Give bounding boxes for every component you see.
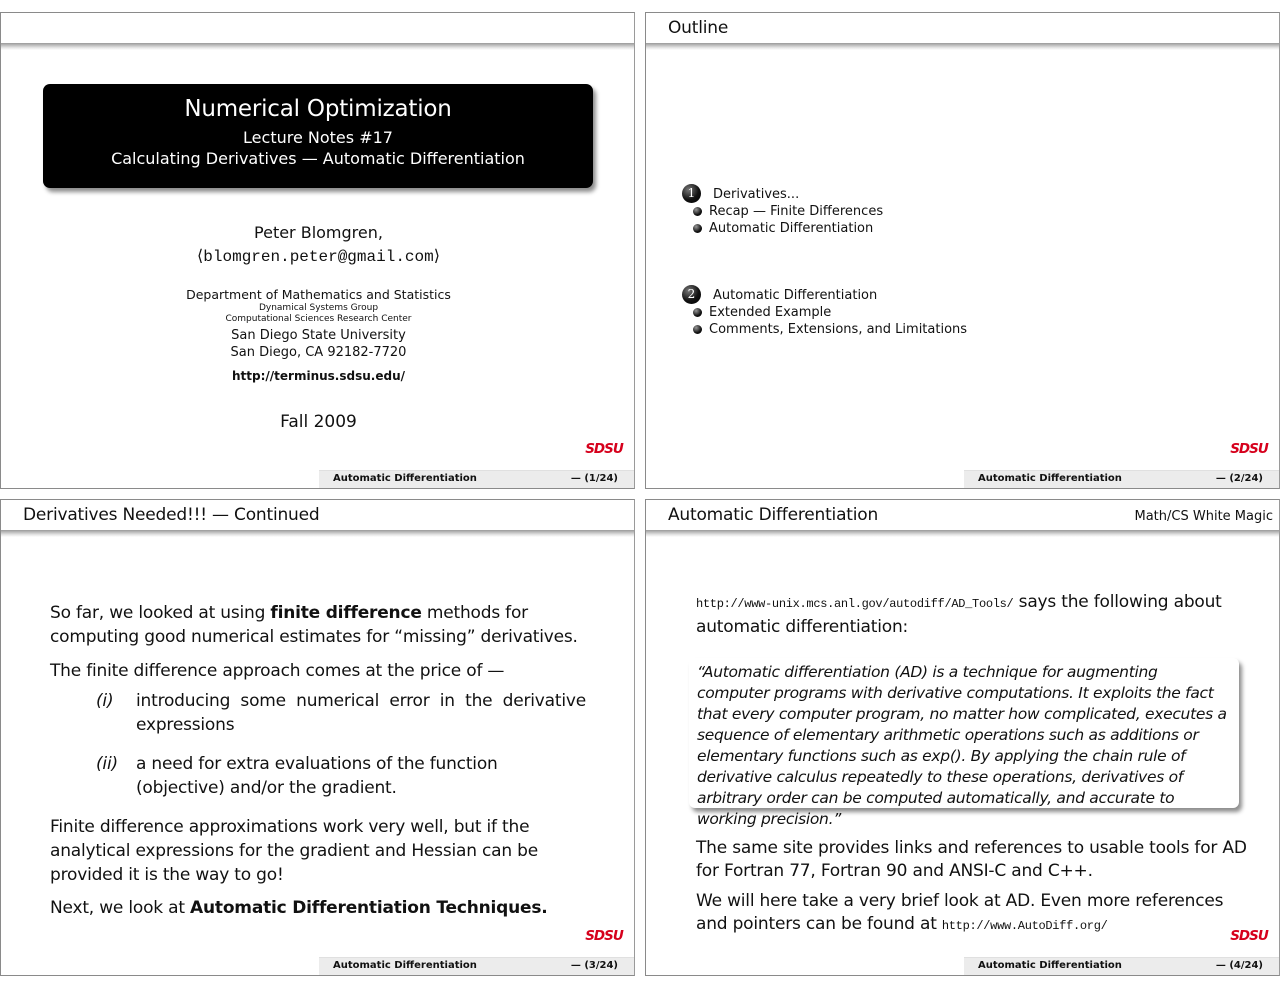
page-number: — (1/24) <box>570 473 618 484</box>
bullet-icon <box>693 224 702 233</box>
page-number: — (3/24) <box>570 960 618 971</box>
slide-title: Automatic Differentiation <box>668 505 879 525</box>
text: We will here take a very brief look at AD. Even more references and pointers can be found at <box>696 891 1224 934</box>
subitem-label: Automatic Differentiation <box>709 221 874 236</box>
paragraph-next <box>50 896 590 920</box>
sdsu-logo-icon <box>1225 928 1273 942</box>
section-number-icon: 1 <box>682 184 701 203</box>
svg-text:SDSU: SDSU <box>585 441 623 455</box>
text: methods for computing good numerical estimates for “missing” derivatives. <box>50 603 578 647</box>
slide-3-derivatives-needed <box>0 499 635 976</box>
footer-title: Automatic Differentiation <box>978 473 1122 484</box>
lecture-title: Numerical Optimization <box>184 96 452 122</box>
slide-title: Derivatives Needed!!! — Continued <box>23 505 320 525</box>
subitem-label: Recap — Finite Differences <box>709 204 884 219</box>
outline-subitem[interactable] <box>709 322 967 337</box>
department: Department of Mathematics and Statistics <box>186 287 451 302</box>
section-label: Automatic Differentiation <box>713 288 878 303</box>
text: Next, we look at <box>50 898 191 918</box>
website-link[interactable]: http://terminus.sdsu.edu/ <box>232 369 405 383</box>
research-center: Computational Sciences Research Center <box>225 314 412 324</box>
outline-subitem[interactable] <box>709 305 831 320</box>
slide-4-automatic-differentiation <box>645 499 1280 976</box>
svg-text:SDSU: SDSU <box>585 928 623 942</box>
footer-title: Automatic Differentiation <box>333 473 477 484</box>
bullet-icon <box>693 308 702 317</box>
slide-footer <box>964 957 1279 975</box>
slide-2-outline <box>645 12 1280 489</box>
slide-header <box>646 500 1279 531</box>
paragraph-tools: The same site provides links and references to usable tools for AD for Fortran 77, Fortran 90 and ANSI-C and C++. <box>696 838 1247 881</box>
lecture-number: Lecture Notes #17 <box>243 128 393 147</box>
svg-text:SDSU: SDSU <box>1230 441 1268 455</box>
university: San Diego State University <box>231 328 406 343</box>
slide-1-title <box>0 12 635 489</box>
text: So far, we looked at using <box>50 603 271 623</box>
bullet-icon <box>693 325 702 334</box>
text: says the following about automatic differentiation: <box>696 592 1222 637</box>
address: San Diego, CA 92182-7720 <box>230 345 407 360</box>
email-address[interactable]: blomgren.peter@gmail.com <box>203 248 434 266</box>
list-marker: (i) <box>96 691 114 711</box>
slide-footer <box>319 470 634 488</box>
slide-header <box>646 13 1279 44</box>
paragraph-intro <box>696 591 1256 639</box>
page-number: — (2/24) <box>1215 473 1263 484</box>
subitem-label: Extended Example <box>709 305 832 320</box>
paragraph-conclusion: Finite difference approximations work very well, but if the analytical expressions for the gradient and Hessian can be provided it is the way to go! <box>50 817 538 885</box>
paragraph-intro <box>50 601 590 649</box>
slide-footer <box>319 957 634 975</box>
ad-tools-link[interactable]: http://www-unix.mcs.anl.gov/autodiff/AD_Tools/ <box>696 597 1014 611</box>
autodiff-link[interactable]: http://www.AutoDiff.org/ <box>941 919 1108 933</box>
outline-subitem[interactable] <box>709 204 883 219</box>
footer-title: Automatic Differentiation <box>333 960 477 971</box>
list-marker: (ii) <box>96 754 118 774</box>
slide-header <box>1 13 634 44</box>
list-text: a need for extra evaluations of the function (objective) and/or the gradient. <box>136 754 498 798</box>
lecture-subtitle: Calculating Derivatives — Automatic Differentiation <box>111 149 525 168</box>
paragraph-price: The finite difference approach comes at the price of — <box>50 661 505 681</box>
sdsu-logo-icon <box>580 928 628 942</box>
slide-subtitle: Math/CS White Magic <box>1134 509 1273 524</box>
angle-close: ⟩ <box>433 246 440 265</box>
slide-footer <box>964 470 1279 488</box>
footer-title: Automatic Differentiation <box>978 960 1122 971</box>
title-box <box>43 84 593 188</box>
section-number-icon: 2 <box>682 285 701 304</box>
sdsu-logo-icon <box>1225 441 1273 455</box>
slide-title: Outline <box>668 18 729 38</box>
author-email <box>1 246 635 266</box>
outline-subitem[interactable] <box>709 221 873 236</box>
subitem-label: Comments, Extensions, and Limitations <box>709 322 968 337</box>
bullet-icon <box>693 207 702 216</box>
bold-text: Automatic Differentiation Techniques. <box>190 898 548 918</box>
research-group: Dynamical Systems Group <box>258 303 379 313</box>
bold-text: finite difference <box>270 603 422 623</box>
slide-header <box>1 500 634 531</box>
term: Fall 2009 <box>280 412 357 432</box>
quote-box: “Automatic differentiation (AD) is a technique for augmenting computer programs with derivative computations. It exploits the fact that every computer program, no matter how complicated, executes a sequence of elementary arithmetic operations such as additions or elementary functions such as exp(). By applying the chain rule of derivative calculus repeatedly to these operations, derivatives of arbitrary order can be computed automatically, and accurate to working precision.” <box>689 658 1239 808</box>
author-name: Peter Blomgren, <box>254 223 383 242</box>
paragraph-references <box>696 890 1256 938</box>
list-text: introducing some numerical error in the derivative expressions <box>136 691 586 735</box>
page-number: — (4/24) <box>1215 960 1263 971</box>
svg-text:SDSU: SDSU <box>1230 928 1268 942</box>
section-label: Derivatives... <box>713 187 800 202</box>
angle-open: ⟨ <box>197 246 204 265</box>
sdsu-logo-icon <box>580 441 628 455</box>
